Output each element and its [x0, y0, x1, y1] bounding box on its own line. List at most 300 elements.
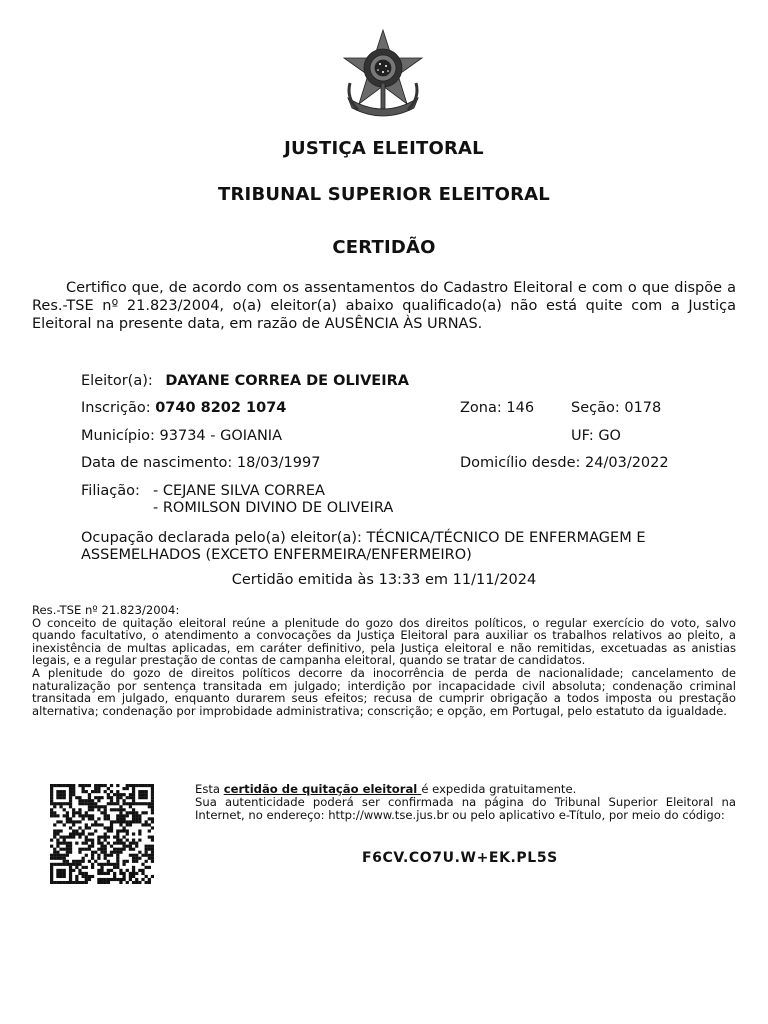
qr-module: [141, 869, 144, 872]
qr-module: [107, 878, 110, 881]
qr-module: [116, 878, 119, 881]
qr-module: [110, 808, 113, 811]
qr-module: [113, 863, 116, 866]
qr-module: [141, 823, 144, 826]
qr-module: [145, 845, 148, 848]
qr-module: [107, 787, 110, 790]
qr-module: [91, 799, 94, 802]
qr-module: [97, 869, 100, 872]
qr-module: [59, 796, 62, 799]
qr-module: [100, 823, 103, 826]
qr-module: [56, 872, 59, 875]
qr-module: [113, 808, 116, 811]
qr-module: [69, 787, 72, 790]
inscricao-row: [81, 399, 286, 417]
qr-module: [116, 848, 119, 851]
qr-module: [113, 875, 116, 878]
qr-module: [88, 832, 91, 835]
qr-module: [53, 836, 56, 839]
qr-module: [104, 851, 107, 854]
qr-module: [69, 842, 72, 845]
qr-module: [69, 851, 72, 854]
qr-module: [50, 784, 53, 787]
qr-module: [97, 848, 100, 851]
qr-module: [126, 845, 129, 848]
qr-module: [82, 787, 85, 790]
qr-module: [138, 814, 141, 817]
qr-module: [50, 875, 53, 878]
qr-module: [59, 829, 62, 832]
secao-field: Seção: 0178: [571, 400, 662, 416]
qr-module: [135, 872, 138, 875]
qr-module: [104, 814, 107, 817]
qr-module: [151, 839, 154, 842]
qr-module: [50, 796, 53, 799]
qr-module: [104, 784, 107, 787]
qr-module: [82, 881, 85, 884]
qr-module: [53, 814, 56, 817]
qr-module: [138, 820, 141, 823]
qr-module: [119, 869, 122, 872]
qr-module: [82, 799, 85, 802]
qr-module: [100, 811, 103, 814]
qr-module: [97, 854, 100, 857]
qr-module: [78, 881, 81, 884]
qr-module: [72, 808, 75, 811]
heading-tribunal-superior: TRIBUNAL SUPERIOR ELEITORAL: [218, 184, 550, 205]
qr-module: [88, 826, 91, 829]
qr-module: [116, 829, 119, 832]
qr-module: [132, 869, 135, 872]
qr-module: [138, 790, 141, 793]
occupation-line-2: ASSEMELHADOS (EXCETO ENFERMEIRA/ENFERMEIRO): [81, 547, 472, 563]
qr-module: [122, 808, 125, 811]
qr-module: [119, 872, 122, 875]
qr-module: [75, 866, 78, 869]
qr-module: [75, 860, 78, 863]
qr-module: [85, 842, 88, 845]
qr-module: [63, 784, 66, 787]
qr-module: [151, 851, 154, 854]
voter-name: DAYANE CORREA DE OLIVEIRA: [165, 373, 409, 389]
qr-module: [116, 820, 119, 823]
qr-module: [50, 839, 53, 842]
qr-module: [69, 820, 72, 823]
qr-module: [88, 817, 91, 820]
qr-module: [100, 869, 103, 872]
qr-module: [66, 881, 69, 884]
qr-module: [141, 793, 144, 796]
qr-module: [85, 799, 88, 802]
qr-module: [75, 875, 78, 878]
qr-module: [145, 811, 148, 814]
qr-module: [78, 796, 81, 799]
qr-module: [69, 881, 72, 884]
qr-module: [104, 817, 107, 820]
qr-module: [91, 842, 94, 845]
qr-module: [104, 790, 107, 793]
qr-module: [56, 881, 59, 884]
qr-module: [63, 857, 66, 860]
qr-module: [107, 842, 110, 845]
qr-module: [100, 872, 103, 875]
qr-module: [63, 872, 66, 875]
qr-module: [59, 820, 62, 823]
qr-module: [151, 817, 154, 820]
qr-module: [113, 836, 116, 839]
qr-module: [135, 854, 138, 857]
qr-module: [63, 863, 66, 866]
qr-module: [88, 793, 91, 796]
qr-module: [88, 814, 91, 817]
qr-module: [53, 829, 56, 832]
qr-module: [132, 881, 135, 884]
qr-module: [66, 842, 69, 845]
qr-module: [85, 878, 88, 881]
qr-module: [119, 823, 122, 826]
qr-module: [72, 793, 75, 796]
qr-module: [141, 784, 144, 787]
qr-module: [145, 820, 148, 823]
qr-module: [97, 863, 100, 866]
qr-module: [110, 851, 113, 854]
qr-module: [97, 878, 100, 881]
footer-line1-suffix: é expedida gratuitamente.: [421, 782, 577, 796]
qr-module: [104, 811, 107, 814]
qr-module: [63, 842, 66, 845]
qr-module: [119, 839, 122, 842]
qr-module: [116, 832, 119, 835]
qr-module: [78, 832, 81, 835]
qr-module: [72, 869, 75, 872]
qr-module: [72, 832, 75, 835]
qr-module: [104, 857, 107, 860]
qr-module: [53, 811, 56, 814]
qr-module: [122, 829, 125, 832]
qr-module: [88, 848, 91, 851]
qr-module: [50, 845, 53, 848]
qr-module: [122, 817, 125, 820]
qr-module: [107, 836, 110, 839]
qr-module: [119, 811, 122, 814]
qr-module: [63, 796, 66, 799]
qr-module: [151, 875, 154, 878]
qr-module: [63, 814, 66, 817]
qr-module: [129, 784, 132, 787]
qr-module: [82, 802, 85, 805]
qr-module: [75, 796, 78, 799]
qr-module: [50, 787, 53, 790]
qr-module: [129, 878, 132, 881]
qr-module: [75, 881, 78, 884]
qr-module: [151, 826, 154, 829]
qr-module: [91, 832, 94, 835]
qr-module: [104, 832, 107, 835]
qr-module: [85, 848, 88, 851]
qr-module: [132, 796, 135, 799]
qr-module: [132, 817, 135, 820]
filiacao-label: Filiação:: [81, 483, 140, 499]
qr-module: [78, 799, 81, 802]
qr-module: [56, 857, 59, 860]
qr-module: [50, 881, 53, 884]
filiacao-mother: - CEJANE SILVA CORREA: [153, 483, 325, 499]
qr-module: [66, 848, 69, 851]
qr-module: [59, 869, 62, 872]
qr-module: [116, 851, 119, 854]
qr-module: [151, 805, 154, 808]
qr-module: [107, 860, 110, 863]
qr-module: [78, 802, 81, 805]
qr-module: [135, 878, 138, 881]
qr-module: [145, 875, 148, 878]
voter-name-row: [81, 372, 409, 390]
qr-module: [78, 784, 81, 787]
qr-module: [104, 808, 107, 811]
qr-module: [132, 842, 135, 845]
qr-module: [132, 854, 135, 857]
qr-module: [63, 802, 66, 805]
qr-module: [129, 805, 132, 808]
qr-module: [132, 790, 135, 793]
qr-module: [72, 820, 75, 823]
qr-module: [119, 851, 122, 854]
qr-module: [132, 787, 135, 790]
qr-module: [82, 829, 85, 832]
qr-module: [100, 881, 103, 884]
qr-module: [78, 826, 81, 829]
qr-module: [148, 805, 151, 808]
qr-module: [56, 869, 59, 872]
legal-heading: Res.-TSE nº 21.823/2004:: [32, 603, 180, 617]
qr-module: [50, 878, 53, 881]
qr-module: [141, 863, 144, 866]
qr-module: [50, 811, 53, 814]
qr-module: [135, 881, 138, 884]
qr-module: [145, 866, 148, 869]
qr-module: [91, 817, 94, 820]
qr-module: [126, 784, 129, 787]
qr-module: [85, 854, 88, 857]
qr-module: [59, 875, 62, 878]
qr-module: [151, 799, 154, 802]
qr-module: [69, 863, 72, 866]
qr-module: [138, 869, 141, 872]
qr-module: [122, 872, 125, 875]
qr-module: [82, 814, 85, 817]
qr-module: [126, 869, 129, 872]
qr-module: [151, 845, 154, 848]
qr-module: [122, 820, 125, 823]
qr-module: [94, 829, 97, 832]
qr-module: [69, 793, 72, 796]
qr-module: [135, 811, 138, 814]
qr-module: [132, 814, 135, 817]
qr-module: [132, 848, 135, 851]
qr-module: [59, 872, 62, 875]
qr-module: [119, 848, 122, 851]
qr-module: [59, 854, 62, 857]
qr-module: [116, 802, 119, 805]
heading-justica-eleitoral: JUSTIÇA ELEITORAL: [284, 138, 484, 159]
qr-module: [129, 875, 132, 878]
qr-module: [94, 820, 97, 823]
qr-module: [132, 857, 135, 860]
qr-module: [78, 820, 81, 823]
qr-module: [78, 836, 81, 839]
quitacao-link[interactable]: certidão de quitação eleitoral: [223, 782, 422, 796]
qr-module: [129, 872, 132, 875]
qr-module: [91, 863, 94, 866]
qr-module: [75, 820, 78, 823]
qr-module: [116, 854, 119, 857]
qr-module: [129, 848, 132, 851]
qr-module: [145, 881, 148, 884]
qr-module: [110, 878, 113, 881]
legal-text-block: [32, 604, 736, 717]
qr-module: [126, 829, 129, 832]
qr-module: [91, 854, 94, 857]
qr-module: [116, 866, 119, 869]
qr-module: [82, 866, 85, 869]
qr-module: [69, 790, 72, 793]
qr-module: [56, 793, 59, 796]
qr-module: [141, 872, 144, 875]
qr-module: [69, 845, 72, 848]
uf-field: UF: GO: [571, 428, 621, 444]
qr-module: [148, 829, 151, 832]
qr-module: [145, 784, 148, 787]
qr-module: [145, 823, 148, 826]
qr-module: [85, 802, 88, 805]
qr-module: [148, 817, 151, 820]
qr-module: [72, 790, 75, 793]
qr-module: [56, 829, 59, 832]
qr-module: [100, 878, 103, 881]
qr-module: [116, 814, 119, 817]
qr-module: [122, 863, 125, 866]
qr-module: [122, 836, 125, 839]
qr-module: [66, 811, 69, 814]
qr-module: [78, 814, 81, 817]
qr-module: [116, 808, 119, 811]
qr-module: [91, 851, 94, 854]
qr-module: [97, 839, 100, 842]
qr-module: [69, 866, 72, 869]
qr-module: [78, 863, 81, 866]
qr-module: [63, 839, 66, 842]
qr-module: [126, 832, 129, 835]
qr-module: [107, 814, 110, 817]
qr-module: [56, 839, 59, 842]
qr-module: [110, 863, 113, 866]
qr-module: [132, 875, 135, 878]
qr-module: [104, 845, 107, 848]
qr-module: [126, 787, 129, 790]
qr-module: [66, 820, 69, 823]
qr-module: [119, 881, 122, 884]
qr-module: [63, 860, 66, 863]
qr-module: [113, 842, 116, 845]
qr-module: [126, 814, 129, 817]
qr-module: [69, 805, 72, 808]
qr-module: [69, 796, 72, 799]
qr-module: [63, 823, 66, 826]
qr-module: [100, 851, 103, 854]
qr-module: [59, 842, 62, 845]
qr-module: [110, 820, 113, 823]
qr-module: [135, 802, 138, 805]
qr-module: [75, 811, 78, 814]
qr-module: [138, 857, 141, 860]
qr-module: [50, 802, 53, 805]
qr-code: [50, 784, 154, 884]
qr-module: [59, 790, 62, 793]
qr-module: [132, 820, 135, 823]
qr-module: [135, 817, 138, 820]
qr-module: [78, 811, 81, 814]
qr-module: [126, 823, 129, 826]
qr-module: [116, 799, 119, 802]
qr-module: [56, 845, 59, 848]
qr-module: [94, 823, 97, 826]
qr-module: [122, 848, 125, 851]
domicile-since-field: Domicílio desde: 24/03/2022: [460, 455, 669, 471]
qr-module: [63, 854, 66, 857]
qr-module: [119, 842, 122, 845]
qr-module: [91, 845, 94, 848]
qr-module: [126, 820, 129, 823]
qr-module: [119, 808, 122, 811]
qr-module: [151, 836, 154, 839]
qr-module: [110, 845, 113, 848]
qr-module: [151, 854, 154, 857]
qr-module: [66, 863, 69, 866]
qr-module: [94, 787, 97, 790]
qr-module: [116, 790, 119, 793]
verification-code: F6CV.CO7U.W+EK.PL5S: [362, 850, 558, 866]
qr-module: [138, 802, 141, 805]
qr-module: [122, 799, 125, 802]
qr-module: [119, 814, 122, 817]
qr-module: [107, 817, 110, 820]
qr-module: [122, 787, 125, 790]
qr-module: [56, 784, 59, 787]
qr-module: [148, 857, 151, 860]
qr-module: [116, 836, 119, 839]
qr-module: [100, 836, 103, 839]
qr-module: [132, 860, 135, 863]
filiacao-father: - ROMILSON DIVINO DE OLIVEIRA: [153, 500, 394, 516]
qr-module: [151, 857, 154, 860]
qr-module: [113, 851, 116, 854]
qr-module: [85, 814, 88, 817]
qr-module: [94, 784, 97, 787]
qr-module: [113, 802, 116, 805]
qr-module: [119, 817, 122, 820]
qr-module: [85, 823, 88, 826]
qr-module: [145, 848, 148, 851]
qr-module: [82, 872, 85, 875]
qr-module: [82, 875, 85, 878]
qr-module: [50, 869, 53, 872]
inscricao-label: Inscrição:: [81, 400, 151, 416]
qr-module: [132, 793, 135, 796]
qr-module: [122, 878, 125, 881]
heading-certidao: CERTIDÃO: [332, 237, 436, 258]
qr-module: [69, 799, 72, 802]
qr-module: [151, 793, 154, 796]
